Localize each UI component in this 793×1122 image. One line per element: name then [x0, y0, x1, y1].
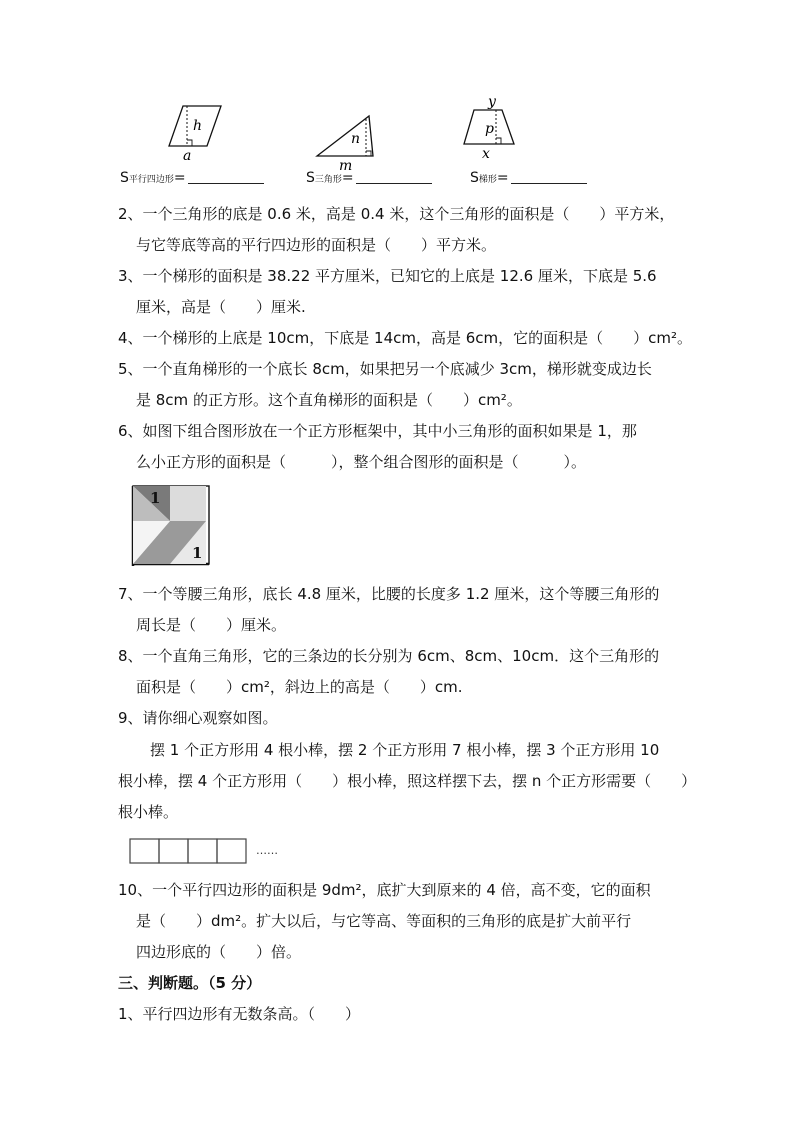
q2-line2: 与它等底等高的平行四边形的面积是（ ）平方米。 — [136, 236, 497, 254]
q8-line2: 面积是（ ）cm²，斜边上的高是（ ）cm. — [136, 678, 463, 696]
sticks-ellipsis: …… — [256, 844, 278, 857]
label-p: p — [485, 121, 494, 137]
label-y: y — [488, 94, 496, 110]
judge-q1-line: 1、平行四边形有无数条高。（ ） — [118, 1005, 361, 1023]
answer-blank[interactable] — [188, 173, 264, 184]
q9-line3: 根小棒，摆 4 个正方形用（ ）根小棒，照这样摆下去，摆 n 个正方形需要（ ） — [118, 772, 697, 790]
q4-line1: 4、一个梯形的上底是 10cm，下底是 14cm，高是 6cm，它的面积是（ ）cm²。 — [118, 329, 693, 347]
q3-line1: 3、一个梯形的面积是 38.22 平方厘米，已知它的上底是 12.6 厘米，下底是 5.6 — [118, 267, 657, 285]
q9-line4: 根小棒。 — [118, 803, 179, 821]
triangle-figure — [313, 110, 383, 172]
sticks-figure — [126, 836, 286, 868]
shape-figures — [118, 92, 638, 192]
label-h: h — [193, 118, 203, 134]
parallelogram-figure — [163, 100, 233, 162]
q3-line2: 厘米，高是（ ）厘米. — [136, 298, 306, 316]
combo-label-top: 1 — [150, 489, 161, 507]
label-x: x — [482, 146, 490, 160]
q10-line1: 10、一个平行四边形的面积是 9dm²，底扩大到原来的 4 倍，高不变，它的面积 — [118, 881, 651, 899]
combo-figure — [130, 484, 212, 568]
answer-blank[interactable] — [511, 173, 587, 184]
q5-line1: 5、一个直角梯形的一个底长 8cm，如果把另一个底减少 3cm，梯形就变成边长 — [118, 360, 652, 378]
area-formula-trapezoid: S梯形= — [470, 170, 587, 186]
label-a: a — [183, 148, 192, 162]
q6-line1: 6、如图下组合图形放在一个正方形框架中，其中小三角形的面积如果是 1，那 — [118, 422, 637, 440]
q10-line3: 四边形底的（ ）倍。 — [136, 943, 302, 961]
q2-line1: 2、一个三角形的底是 0.6 米，高是 0.4 米，这个三角形的面积是（ ）平方米， — [118, 205, 675, 223]
q10-line2: 是（ ）dm²。扩大以后，与它等高、等面积的三角形的底是扩大前平行 — [136, 912, 632, 930]
trapezoid-figure — [458, 94, 528, 160]
q5-line2: 是 8cm 的正方形。这个直角梯形的面积是（ ）cm²。 — [136, 391, 522, 409]
q9-line1: 9、请你细心观察如图。 — [118, 709, 278, 727]
q7-line2: 周长是（ ）厘米。 — [136, 616, 287, 634]
q8-line1: 8、一个直角三角形，它的三条边的长分别为 6cm、8cm、10cm．这个三角形的 — [118, 647, 660, 665]
combo-label-bottom: 1 — [192, 544, 203, 562]
label-n: n — [351, 131, 361, 147]
q6-line2: 么小正方形的面积是（ ），整个组合图形的面积是（ ）。 — [136, 453, 587, 471]
answer-blank[interactable] — [356, 173, 432, 184]
q7-line1: 7、一个等腰三角形，底长 4.8 厘米，比腰的长度多 1.2 厘米，这个等腰三角形的 — [118, 585, 660, 603]
label-m: m — [339, 158, 353, 172]
area-formula-parallelogram: S平行四边形= — [120, 170, 264, 186]
section-heading-judgement: 三、判断题。（5 分） — [118, 974, 262, 992]
area-formula-triangle: S三角形= — [306, 170, 432, 186]
q9-line2: 摆 1 个正方形用 4 根小棒，摆 2 个正方形用 7 根小棒，摆 3 个正方形用 10 — [150, 741, 660, 759]
